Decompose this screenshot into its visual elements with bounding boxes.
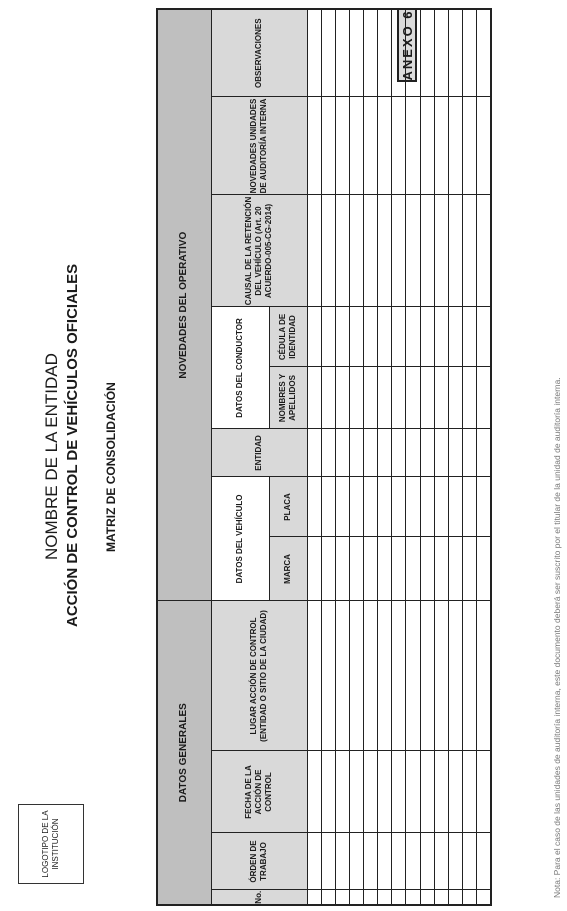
table-cell[interactable]: [392, 367, 406, 429]
table-cell[interactable]: [364, 833, 378, 890]
table-cell[interactable]: [406, 97, 420, 195]
table-cell[interactable]: [378, 97, 392, 195]
table-cell[interactable]: [463, 97, 477, 195]
table-cell[interactable]: [477, 367, 491, 429]
table-cell[interactable]: [335, 195, 349, 307]
table-cell[interactable]: [321, 537, 335, 601]
table-cell[interactable]: [406, 195, 420, 307]
table-cell[interactable]: [307, 367, 321, 429]
table-cell[interactable]: [364, 890, 378, 905]
table-cell[interactable]: [349, 890, 363, 905]
table-cell[interactable]: [406, 477, 420, 537]
table-cell[interactable]: [392, 195, 406, 307]
table-cell[interactable]: [477, 9, 491, 97]
table-cell[interactable]: [378, 890, 392, 905]
table-cell[interactable]: [434, 367, 448, 429]
table-body: [307, 9, 491, 905]
table-cell[interactable]: [349, 601, 363, 751]
table-cell[interactable]: [378, 9, 392, 97]
col-header-observaciones: OBSERVACIONES: [211, 9, 307, 97]
table-cell[interactable]: [392, 537, 406, 601]
table-cell[interactable]: [378, 429, 392, 477]
consolidation-matrix-table: [156, 10, 490, 906]
table-cell[interactable]: [434, 601, 448, 751]
table-cell[interactable]: [477, 429, 491, 477]
table-row: [477, 9, 491, 905]
footnote: Nota: Para el caso de las unidades de auditoría interna, este documento deberá ser suscrito por el titular de la unidad de auditoría interna.: [552, 377, 562, 898]
table-cell[interactable]: [349, 9, 363, 97]
table-cell[interactable]: [307, 601, 321, 751]
col-header-marca: MARCA: [269, 537, 307, 601]
table-cell[interactable]: [378, 601, 392, 751]
table-cell[interactable]: [463, 751, 477, 833]
table-cell[interactable]: [463, 833, 477, 890]
table-cell[interactable]: [420, 537, 434, 601]
institution-logo-placeholder: [18, 804, 84, 884]
table-cell[interactable]: [335, 97, 349, 195]
table-cell[interactable]: [392, 429, 406, 477]
table-cell[interactable]: [307, 537, 321, 601]
table-cell[interactable]: [477, 833, 491, 890]
table-row: [349, 9, 363, 905]
table-cell[interactable]: [434, 833, 448, 890]
table-cell[interactable]: [406, 833, 420, 890]
table-cell[interactable]: [378, 367, 392, 429]
table-cell[interactable]: [420, 429, 434, 477]
table-cell[interactable]: [307, 890, 321, 905]
table-cell[interactable]: [378, 751, 392, 833]
table-cell[interactable]: [321, 477, 335, 537]
table-cell[interactable]: [335, 751, 349, 833]
table-cell[interactable]: [420, 307, 434, 367]
table-cell[interactable]: [392, 751, 406, 833]
table-cell[interactable]: [434, 195, 448, 307]
table-cell[interactable]: [364, 9, 378, 97]
table-cell[interactable]: [477, 751, 491, 833]
table-cell[interactable]: [434, 890, 448, 905]
table-cell[interactable]: [335, 833, 349, 890]
table-cell[interactable]: [364, 367, 378, 429]
table-cell[interactable]: [463, 477, 477, 537]
table-cell[interactable]: [406, 601, 420, 751]
table-cell[interactable]: [448, 477, 462, 537]
table-cell[interactable]: [349, 751, 363, 833]
table-row: [448, 9, 462, 905]
table-cell[interactable]: [448, 601, 462, 751]
table-cell[interactable]: [349, 429, 363, 477]
table-cell[interactable]: [321, 890, 335, 905]
table-cell[interactable]: [448, 195, 462, 307]
table-cell[interactable]: [392, 9, 406, 97]
table-row: [434, 9, 448, 905]
col-header-auditoria: NOVEDADES UNIDADES DE AUDITORÍA INTERNA: [211, 97, 307, 195]
table-cell[interactable]: [434, 751, 448, 833]
table-cell[interactable]: [321, 9, 335, 97]
table-cell[interactable]: [463, 601, 477, 751]
table-cell[interactable]: [448, 751, 462, 833]
table-cell[interactable]: [420, 601, 434, 751]
table-cell[interactable]: [420, 751, 434, 833]
table-cell[interactable]: [420, 367, 434, 429]
table-cell[interactable]: [406, 367, 420, 429]
col-header-causal: CAUSAL DE LA RETENCIÓN DEL VEHÍCULO (Art. 20 ACUERDO-005-CG-2014): [211, 195, 307, 307]
table-cell[interactable]: [463, 429, 477, 477]
table-cell[interactable]: [321, 751, 335, 833]
table-cell[interactable]: [434, 537, 448, 601]
col-header-entidad: ENTIDAD: [211, 429, 307, 477]
table-cell[interactable]: [448, 890, 462, 905]
logo-text: LOGOTIPO DE LA INSTITUCIÓN: [41, 810, 60, 878]
table-cell[interactable]: [364, 429, 378, 477]
table-cell[interactable]: [434, 429, 448, 477]
table-cell[interactable]: [335, 9, 349, 97]
table-cell[interactable]: [392, 97, 406, 195]
table-cell[interactable]: [434, 97, 448, 195]
table-cell[interactable]: [406, 9, 420, 97]
table-cell[interactable]: [349, 833, 363, 890]
table-cell[interactable]: [321, 367, 335, 429]
table-row: [321, 9, 335, 905]
table-cell[interactable]: [321, 833, 335, 890]
table-cell[interactable]: [335, 537, 349, 601]
table-cell[interactable]: [307, 833, 321, 890]
table-cell[interactable]: [349, 97, 363, 195]
col-header-placa: PLACA: [269, 477, 307, 537]
table-cell[interactable]: [434, 477, 448, 537]
table-cell[interactable]: [463, 367, 477, 429]
table-cell[interactable]: [378, 195, 392, 307]
table-cell[interactable]: [463, 537, 477, 601]
table-cell[interactable]: [335, 307, 349, 367]
table-cell[interactable]: [364, 601, 378, 751]
table-cell[interactable]: [448, 367, 462, 429]
table-cell[interactable]: [420, 195, 434, 307]
table-cell[interactable]: [307, 9, 321, 97]
table-cell[interactable]: [477, 890, 491, 905]
table-cell[interactable]: [406, 890, 420, 905]
table-cell[interactable]: [307, 195, 321, 307]
table-cell[interactable]: [406, 751, 420, 833]
table-cell[interactable]: [321, 429, 335, 477]
col-header-lugar: LUGAR ACCIÓN DE CONTROL (ENTIDAD O SITIO DE LA CIUDAD): [211, 601, 307, 751]
table-cell[interactable]: [448, 307, 462, 367]
table-cell[interactable]: [349, 307, 363, 367]
table-cell[interactable]: [392, 833, 406, 890]
table-cell[interactable]: [349, 195, 363, 307]
table-cell[interactable]: [378, 477, 392, 537]
table-cell[interactable]: [364, 97, 378, 195]
table-cell[interactable]: [307, 429, 321, 477]
table-cell[interactable]: [307, 97, 321, 195]
table-cell[interactable]: [321, 601, 335, 751]
table-row: [335, 9, 349, 905]
table-cell[interactable]: [434, 307, 448, 367]
table-cell[interactable]: [307, 477, 321, 537]
table-cell[interactable]: [392, 890, 406, 905]
annex-label: ANEXO 6: [397, 8, 417, 82]
col-header-orden-trabajo: ÓRDEN DE TRABAJO: [211, 833, 307, 890]
col-header-cedula: CÉDULA DE IDENTIDAD: [269, 307, 307, 367]
table-cell[interactable]: [335, 890, 349, 905]
table-cell[interactable]: [406, 429, 420, 477]
table-row: [406, 9, 420, 905]
table-cell[interactable]: [463, 307, 477, 367]
table-cell[interactable]: [364, 477, 378, 537]
table-cell[interactable]: [448, 833, 462, 890]
col-header-datos-vehiculo: DATOS DEL VEHÍCULO: [211, 477, 269, 601]
table-cell[interactable]: [477, 97, 491, 195]
table-cell[interactable]: [420, 833, 434, 890]
table-cell[interactable]: [420, 890, 434, 905]
table-cell[interactable]: [392, 601, 406, 751]
col-header-no: No.: [211, 890, 307, 905]
table-cell[interactable]: [477, 477, 491, 537]
table-cell[interactable]: [448, 9, 462, 97]
document-title: ACCIÓN DE CONTROL DE VEHÍCULOS OFICIALES: [64, 263, 81, 627]
table-cell[interactable]: [392, 477, 406, 537]
table-cell[interactable]: [364, 537, 378, 601]
col-header-fecha: FECHA DE LA ACCIÓN DE CONTROL: [211, 751, 307, 833]
table-cell[interactable]: [378, 833, 392, 890]
table-cell[interactable]: [392, 307, 406, 367]
table-cell[interactable]: [335, 477, 349, 537]
table-cell[interactable]: [463, 195, 477, 307]
table-row: [392, 9, 406, 905]
table-row: [307, 9, 321, 905]
group-novedades-operativo: NOVEDADES DEL OPERATIVO: [157, 9, 211, 601]
table-cell[interactable]: [477, 307, 491, 367]
table-cell[interactable]: [420, 9, 434, 97]
table-cell[interactable]: [477, 537, 491, 601]
table-cell[interactable]: [349, 367, 363, 429]
table-row: [463, 9, 477, 905]
table-cell[interactable]: [364, 307, 378, 367]
table-cell[interactable]: [463, 890, 477, 905]
table-cell[interactable]: [420, 477, 434, 537]
table-cell[interactable]: [321, 307, 335, 367]
table-cell[interactable]: [335, 429, 349, 477]
table-cell[interactable]: [364, 195, 378, 307]
table-row: [364, 9, 378, 905]
table-cell[interactable]: [349, 537, 363, 601]
table-cell[interactable]: [307, 307, 321, 367]
table-cell[interactable]: [349, 477, 363, 537]
table-row: [420, 9, 434, 905]
table-cell[interactable]: [335, 367, 349, 429]
table-cell[interactable]: [335, 601, 349, 751]
table-cell[interactable]: [434, 9, 448, 97]
table-cell[interactable]: [406, 307, 420, 367]
col-header-nombres: NOMBRES Y APELLIDOS: [269, 367, 307, 429]
table-cell[interactable]: [321, 195, 335, 307]
table-cell[interactable]: [321, 97, 335, 195]
table-cell[interactable]: [378, 307, 392, 367]
table-cell[interactable]: [420, 97, 434, 195]
matrix-subtitle: MATRIZ DE CONSOLIDACIÓN: [104, 382, 118, 552]
table-cell[interactable]: [448, 97, 462, 195]
table-cell[interactable]: [477, 195, 491, 307]
table-cell[interactable]: [463, 9, 477, 97]
table-cell[interactable]: [307, 751, 321, 833]
table-cell[interactable]: [364, 751, 378, 833]
col-header-datos-conductor: DATOS DEL CONDUCTOR: [211, 307, 269, 429]
table-cell[interactable]: [448, 429, 462, 477]
table-cell[interactable]: [378, 537, 392, 601]
table-cell[interactable]: [406, 537, 420, 601]
entity-name-title: NOMBRE DE LA ENTIDAD: [42, 353, 61, 560]
table-cell[interactable]: [448, 537, 462, 601]
group-datos-generales: DATOS GENERALES: [157, 601, 211, 905]
table-row: [378, 9, 392, 905]
table-cell[interactable]: [477, 601, 491, 751]
